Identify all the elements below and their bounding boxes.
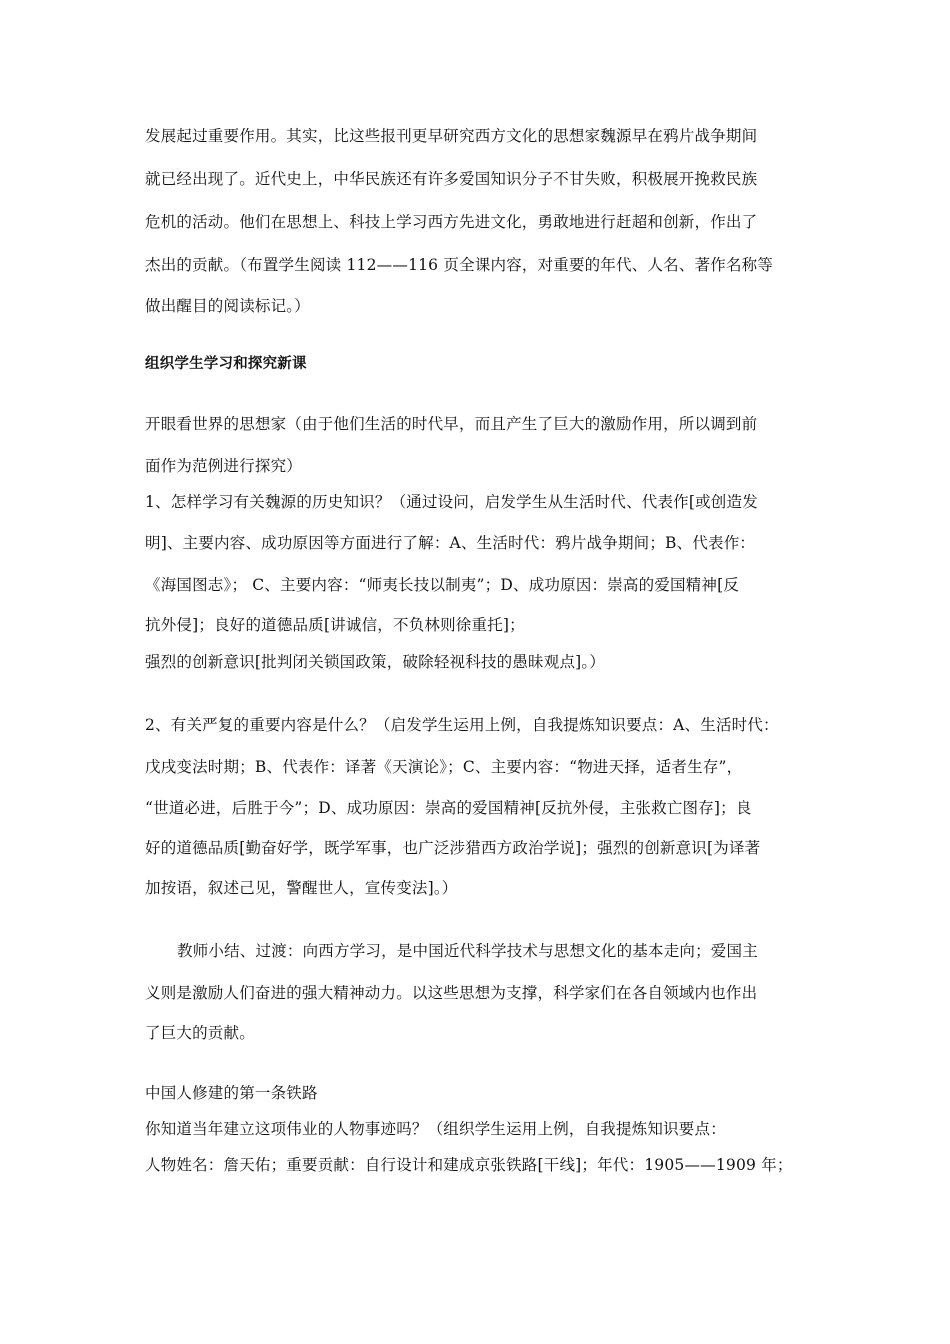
text-line: 危机的活动。他们在思想上、科技上学习西方先进文化，勇敢地进行赶超和创新，作出了 [145, 213, 758, 231]
text-line: 开眼看世界的思想家（由于他们生活的时代早，而且产生了巨大的激励作用，所以调到前 [145, 415, 758, 433]
text-line: 教师小结、过渡：向西方学习，是中国近代科学技术与思想文化的基本走向；爱国主 [177, 942, 758, 960]
text-line: “世道必进，后胜于今”；D、成功原因：崇高的爱国精神[反抗外侵，主张救亡图存]；良 [145, 799, 752, 817]
section-heading: 组织学生学习和探究新课 [145, 356, 307, 372]
text-line: 好的道德品质[勤奋好学，既学军事，也广泛涉猎西方政治学说]；强烈的创新意识[为译著 [145, 839, 761, 857]
text-line: 做出醒目的阅读标记。） [145, 297, 310, 315]
text-line: 就已经出现了。近代史上，中华民族还有许多爱国知识分子不甘失败，积极展开挽救民族 [145, 170, 758, 188]
text-line: 面作为范例进行探究） [145, 457, 303, 475]
text-line: 杰出的贡献。（布置学生阅读 112——116 页全课内容，对重要的年代、人名、著作名称等 [145, 256, 774, 274]
text-line: 你知道当年建立这项伟业的人物事迹吗？（组织学生运用上例，自我提炼知识要点： [145, 1120, 726, 1138]
text-line: 加按语，叙述己见，警醒世人，宣传变法]。） [145, 879, 458, 897]
text-line: 戊戌变法时期；B、代表作：译著《天演论》；C、主要内容：“物进天择，适者生存”， [145, 758, 743, 776]
text-line: 2、有关严复的重要内容是什么？（启发学生运用上例，自我提炼知识要点：A、生活时代： [145, 716, 779, 734]
text-line: 明]、主要内容、成功原因等方面进行了解：A、生活时代：鸦片战争期间；B、代表作： [145, 534, 756, 552]
text-line: 发展起过重要作用。其实，比这些报刊更早研究西方文化的思想家魏源早在鸦片战争期间 [145, 127, 758, 145]
subsection-title: 中国人修建的第一条铁路 [145, 1084, 318, 1102]
text-line: 1、怎样学习有关魏源的历史知识？（通过设问，启发学生从生活时代、代表作[或创造发 [145, 493, 758, 511]
text-line: 了巨大的贡献。 [145, 1024, 255, 1042]
text-line: 人物姓名：詹天佑；重要贡献：自行设计和建成京张铁路[干线]；年代：1905——1909 年； [145, 1156, 793, 1174]
text-line: 抗外侵]；良好的道德品质[讲诚信，不负林则徐重托]； [145, 616, 525, 634]
text-line: 强烈的创新意识[批判闭关锁国政策，破除轻视科技的愚昧观点]。） [145, 653, 606, 671]
text-line: 《海国图志》； C、主要内容：“师夷长技以制夷”；D、成功原因：崇高的爱国精神[反 [145, 576, 740, 594]
text-line: 义则是激励人们奋进的强大精神动力。以这些思想为支撑，科学家们在各自领域内也作出 [145, 984, 758, 1002]
